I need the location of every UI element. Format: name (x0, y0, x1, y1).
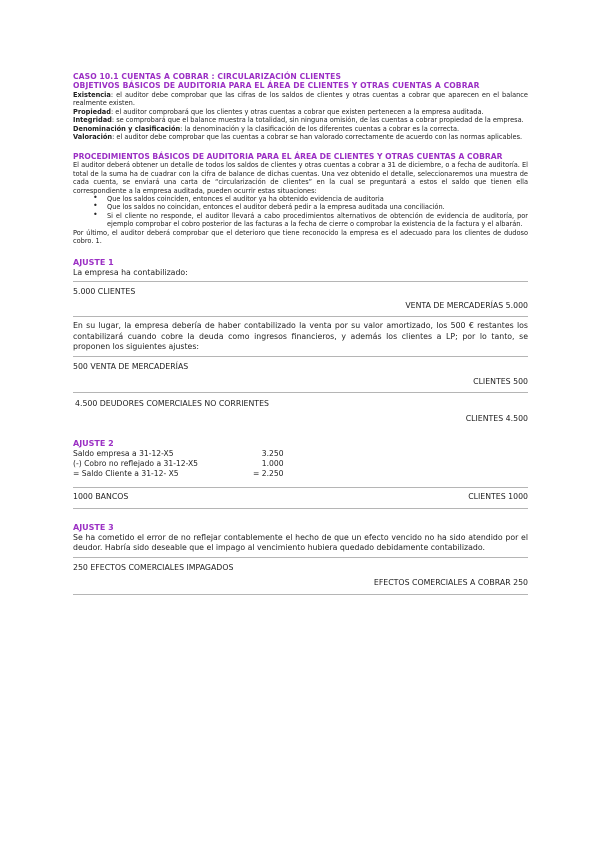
ajuste3-text: Se ha cometido el error de no reflejar contablemente el hecho de que un efecto vencido no ha sido atendido por el deudor. Habría sido deseable que el impago al vencimiento hubiera quedado debidamente contabilizado. (73, 532, 528, 552)
ajuste1-entry2-credit: CLIENTES 500 (473, 376, 528, 386)
ajuste1-entry2-debit: 500 VENTA DE MERCADERÍAS (73, 361, 189, 371)
list-item: • Que los saldos no coincidan, entonces el auditor deberá pedir a la empresa auditada una conciliación. (107, 203, 528, 211)
ajuste1-entry3-debit: 4.500 DEUDORES COMERCIALES NO CORRIENTES (75, 398, 269, 408)
ajuste1-entry1-debit: 5.000 CLIENTES (73, 287, 136, 296)
ajuste2-entry (73, 492, 528, 502)
ajuste1-entry1-credit: VENTA DE MERCADERÍAS 5.000 (405, 301, 528, 310)
divider (73, 392, 528, 393)
objectives-list (73, 91, 528, 141)
ajuste2-entry-debit: 1000 BANCOS (73, 491, 129, 501)
document-page (73, 72, 528, 595)
case-title: CASO 10.1 CUENTAS A COBRAR : CIRCULARIZACIÓN CLIENTES (73, 72, 342, 81)
divider (73, 356, 528, 357)
procedures-closing: Por último, el auditor deberá comprobar que el deterioro que tiene reconocido la empresa es el adecuado para los clientes de dudoso cobro. 1. (73, 228, 528, 246)
ajuste3-title: AJUSTE 3 (73, 522, 114, 532)
objective-item: Valoración: el auditor debe comprobar que las cuentas a cobrar se han valorado correctamente de acuerdo con las normas aplicables. (73, 133, 523, 142)
ajuste3-entry-debit: 250 EFECTOS COMERCIALES IMPAGADOS (73, 562, 234, 572)
procedures-title: PROCEDIMIENTOS BÁSICOS DE AUDITORIA PARA EL ÁREA DE CLIENTES Y OTRAS CUENTAS A COBRAR (73, 152, 503, 162)
table-row: Saldo empresa a 31-12-X5 3.250 (73, 448, 284, 458)
ajuste3-entry-credit: EFECTOS COMERCIALES A COBRAR 250 (373, 577, 528, 587)
ajuste1-title: AJUSTE 1 (73, 257, 114, 267)
list-item: • Si el cliente no responde, el auditor llevará a cabo procedimientos alternativos de obtención de evidencia de auditoría, por ejemplo comprobar el cobro posterior de las facturas a la fecha de cierre o comprobar la existencia de la factura y el albarán. (107, 212, 528, 229)
divider (73, 281, 528, 282)
ajuste2-title: AJUSTE 2 (73, 438, 114, 448)
ajuste1-entry3-credit: CLIENTES 4.500 (465, 413, 528, 423)
objective-item: Propiedad: el auditor comprobará que los clientes y otras cuentas a cobrar que existen pertenecen a la empresa auditada. (73, 107, 484, 116)
table-row: (-) Cobro no reflejado a 31-12-X5 1.000 (73, 458, 284, 468)
divider (73, 316, 528, 317)
ajuste2-calc-table (73, 449, 284, 479)
objective-item: Integridad: se comprobará que el balance muestra la totalidad, sin ninguna omisión, de las cuentas a cobrar propiedad de la empresa. (73, 116, 524, 125)
divider (73, 487, 528, 488)
divider (73, 594, 528, 595)
ajuste2-entry-credit: CLIENTES 1000 (468, 491, 528, 501)
objectives-title: OBJETIVOS BÁSICOS DE AUDITORIA PARA EL ÁREA DE CLIENTES Y OTRAS CUENTAS A COBRAR (73, 81, 480, 90)
procedures-intro: El auditor deberá obtener un detalle de todos los saldos de clientes y otras cuentas a cobrar a 31 de diciembre, o a fecha de auditoría. El total de la suma ha de cuadrar con la cifra de balance de dichas cuentas. Una vez obtenido el detalle, seleccionaremos una muestra de cada cuenta, se enviará una carta de “circularización de clientes” en la cual se preguntará a estos el saldo que tienen ella correspondiente a la empresa auditada, pueden ocurrir estas situaciones: (73, 161, 528, 195)
divider (73, 557, 528, 558)
ajuste1-text: En su lugar, la empresa debería de haber contabilizado la venta por su valor amortizado, los 500 € restantes los contabilizará cuando cobre la deuda como ingresos financieros, y además los clientes a LP; por lo tanto, se proponen los siguientes ajustes: (73, 321, 528, 351)
objective-item: Existencia: el auditor debe comprobar que las cifras de los saldos de clientes y otras cuentas a cobrar que aparecen en el balance realmente existen. (73, 91, 528, 108)
objective-item: Denominación y clasificación: la denominación y la clasificación de los diferentes cuentas a cobrar es la correcta. (73, 124, 460, 133)
list-item: • Que los saldos coinciden, entonces el auditor ya ha obtenido evidencia de auditoria (107, 195, 528, 203)
ajuste1-intro: La empresa ha contabilizado: (73, 267, 188, 277)
table-row: = Saldo Cliente a 31-12- X5 = 2.250 (73, 468, 284, 478)
procedures-bullets (73, 195, 528, 229)
divider (73, 508, 528, 509)
